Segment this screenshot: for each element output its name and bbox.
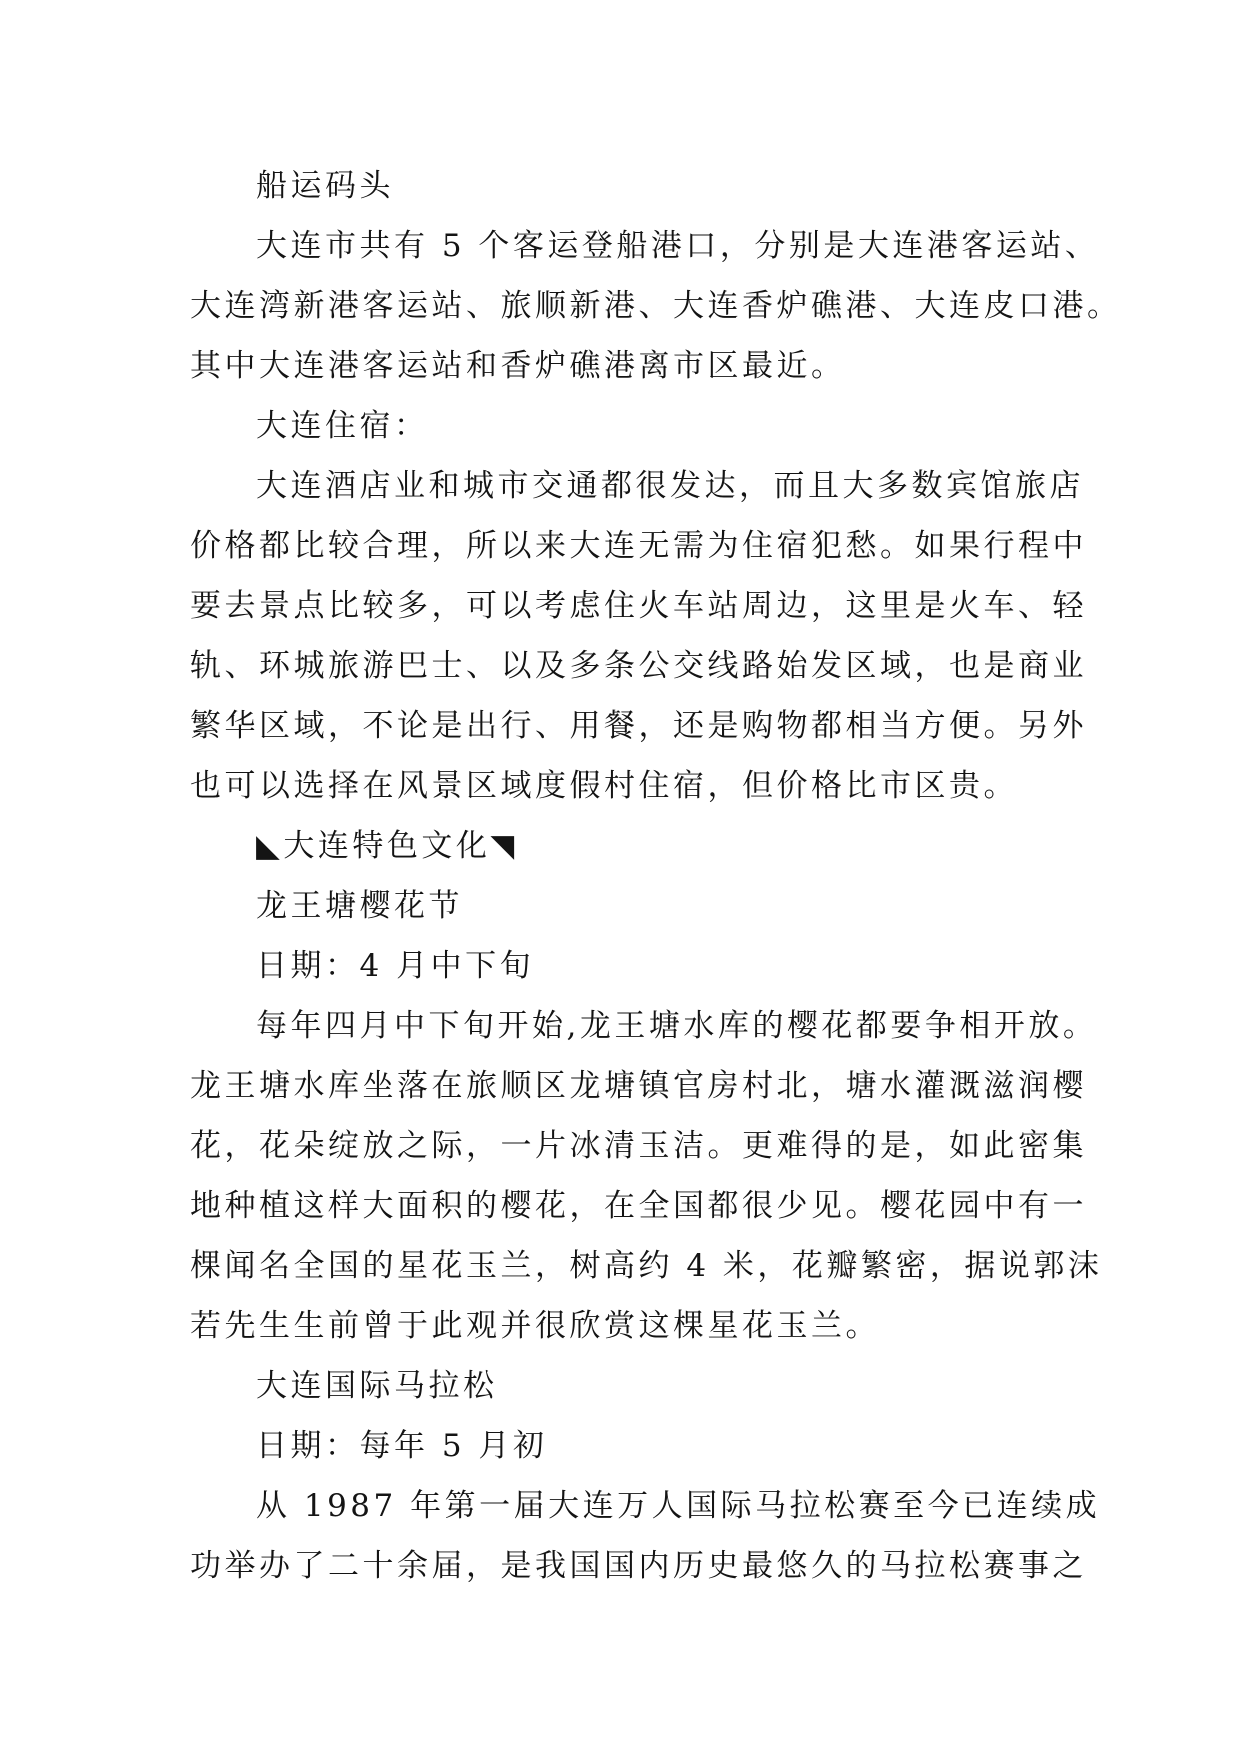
heading-accommodation: 大连住宿： — [256, 408, 429, 444]
paragraph-line: 其中大连港客运站和香炉礁港离市区最近。 — [190, 348, 846, 384]
paragraph-line: 大连市共有 5 个客运登船港口，分别是大连港客运站、 — [256, 228, 1100, 264]
paragraph-line: 轨、环城旅游巴士、以及多条公交线路始发区域，也是商业 — [190, 648, 1087, 684]
paragraph-line: 繁华区域，不论是出行、用餐，还是购物都相当方便。另外 — [190, 708, 1087, 744]
date-line: 日期：4 月中下旬 — [256, 948, 535, 984]
paragraph-line: 每年四月中下旬开始,龙王塘水库的樱花都要争相开放。 — [256, 1008, 1098, 1044]
paragraph-line: 价格都比较合理，所以来大连无需为住宿犯愁。如果行程中 — [190, 528, 1087, 564]
paragraph-line: 花，花朵绽放之际，一片冰清玉洁。更难得的是，如此密集 — [190, 1128, 1087, 1164]
paragraph-line: 大连湾新港客运站、旅顺新港、大连香炉礁港、大连皮口港。 — [190, 288, 1122, 324]
paragraph-line: 大连酒店业和城市交通都很发达，而且大多数宾馆旅店 — [256, 468, 1084, 504]
paragraph-line: 棵闻名全国的星花玉兰，树高约 4 米，花瓣繁密，据说郭沫 — [190, 1248, 1103, 1284]
heading-marathon: 大连国际马拉松 — [256, 1368, 498, 1404]
heading-cherry-festival: 龙王塘樱花节 — [256, 888, 463, 924]
paragraph-line: 从 1987 年第一届大连万人国际马拉松赛至今已连续成 — [256, 1488, 1101, 1524]
paragraph-line: 要去景点比较多，可以考虑住火车站周边，这里是火车、轻 — [190, 588, 1087, 624]
paragraph-line: 功举办了二十余届，是我国国内历史最悠久的马拉松赛事之 — [190, 1548, 1087, 1584]
paragraph-line: 龙王塘水库坐落在旅顺区龙塘镇官房村北，塘水灌溉滋润樱 — [190, 1068, 1087, 1104]
paragraph-line: 地种植这样大面积的樱花，在全国都很少见。樱花园中有一 — [190, 1188, 1087, 1224]
paragraph-line: 也可以选择在风景区域度假村住宿，但价格比市区贵。 — [190, 768, 1018, 804]
heading-ship-terminal: 船运码头 — [256, 168, 394, 204]
paragraph-line: 若先生生前曾于此观并很欣赏这棵星花玉兰。 — [190, 1308, 880, 1344]
section-heading-culture: ◣大连特色文化◥ — [256, 828, 518, 864]
date-line: 日期：每年 5 月初 — [256, 1428, 548, 1464]
